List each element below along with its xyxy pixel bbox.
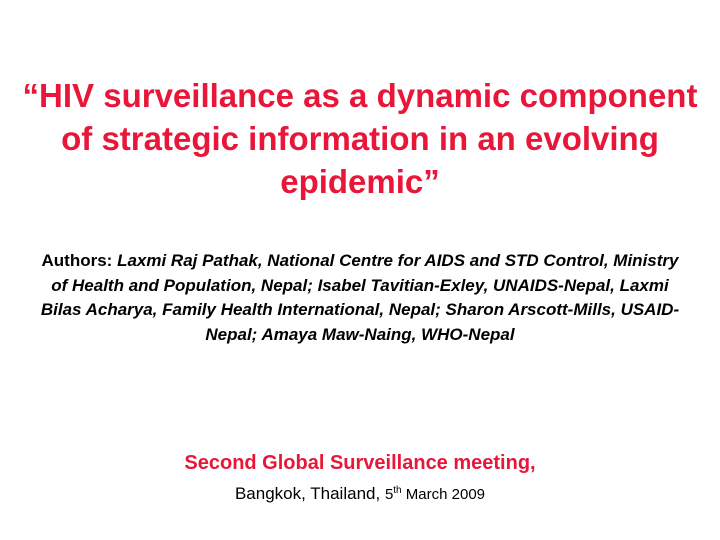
authors-names: Laxmi Raj Pathak, National Centre for AIDS and STD Control, Ministry of Health and Population, Nepal; Isabel Tavitian-Exley, UNAIDS-Nepal, Laxmi Bilas Acharya, Family Health International, Nepal; Sharon Arscott-Mills, USAID-Nepal; Amaya Maw-Naing, WHO-Nepal [40, 251, 680, 344]
venue-line [0, 482, 720, 507]
date-day: 5 [384, 486, 394, 503]
authors-block [40, 249, 680, 347]
meeting-title: Second Global Surveillance meeting, [184, 452, 536, 474]
date-month-year: March 2009 [405, 486, 486, 503]
authors-label: Authors: [41, 251, 113, 270]
venue-location: Bangkok, Thailand, [234, 484, 381, 503]
date-ordinal-suffix: th [393, 485, 402, 496]
slide-title: “HIV surveillance as a dynamic component of strategic information in an evolving epidemic” [22, 77, 698, 200]
meeting-date [385, 486, 485, 503]
